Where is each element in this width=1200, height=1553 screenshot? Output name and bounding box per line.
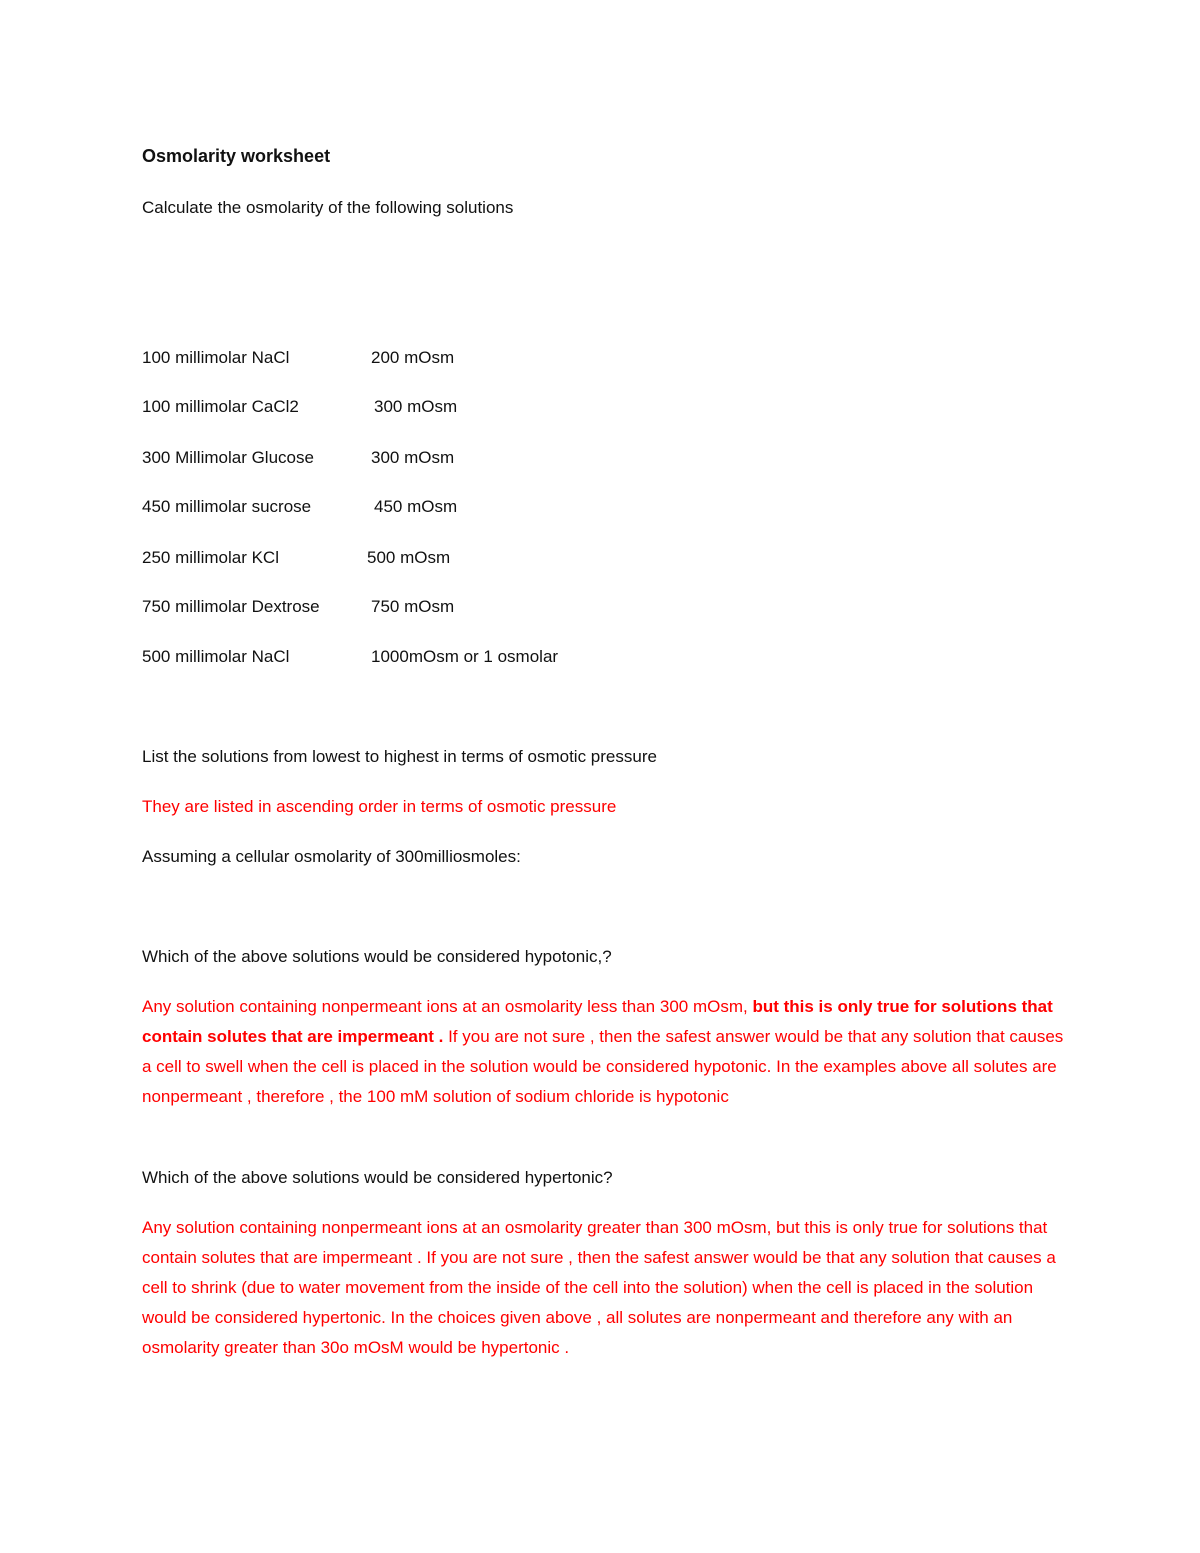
answer-hypotonic-intro: Any solution containing nonpermeant ions at an osmolarity less than 300 mOsm, (142, 997, 753, 1016)
solution-name: 300 Millimolar Glucose (142, 448, 314, 467)
solution-osmolarity: 450 mOsm (374, 497, 458, 516)
solution-name: 750 millimolar Dextrose (142, 597, 320, 616)
solution-name: 100 millimolar NaCl (142, 348, 290, 367)
assumption-text: Assuming a cellular osmolarity of 300milliosmoles: (142, 847, 521, 866)
question-hypertonic: Which of the above solutions would be considered hypertonic? (142, 1168, 613, 1187)
solution-osmolarity: 300 mOsm (371, 448, 455, 467)
solution-name: 450 millimolar sucrose (142, 497, 312, 516)
question-hypotonic: Which of the above solutions would be considered hypotonic,? (142, 947, 612, 966)
solution-name: 500 millimolar NaCl (142, 647, 290, 666)
answer-hypertonic: Any solution containing nonpermeant ions at an osmolarity greater than 300 mOsm, but this is only true for solutions that contain solutes that are impermeant . If you are not sure , then the safest answer would be that any solution that causes a cell to shrink (due to water movement from the inside of the cell into the solution) when the cell is placed in the solution would be considered hypertonic. In the choices given above , all solutes are nonpermeant and therefore any with an osmolarity greater than 30o mOsM would be hypertonic . (142, 1218, 1056, 1357)
solution-name: 100 millimolar CaCl2 (142, 397, 299, 416)
answer-hypotonic-emphasis: but this is only true for solutions that contain solutes that are impermeant . (142, 997, 1053, 1046)
page-title: Osmolarity worksheet (142, 146, 331, 166)
solution-osmolarity: 300 mOsm (374, 397, 458, 416)
solution-name: 250 millimolar KCl (142, 548, 279, 567)
answer-hypotonic-detail: If you are not sure , then the safest answer would be that any solution that causes a cell to swell when the cell is placed in the solution would be considered hypotonic. In the examples above all solutes are nonpermeant , therefore , the 100 mM solution of sodium chloride is hypotonic (142, 1027, 1064, 1106)
answer-list-order: They are listed in ascending order in terms of osmotic pressure (142, 797, 617, 816)
answer-hypotonic (142, 992, 1072, 1112)
solution-osmolarity: 500 mOsm (367, 548, 451, 567)
solution-osmolarity: 1000mOsm or 1 osmolar (371, 647, 559, 666)
instruction-text: Calculate the osmolarity of the following solutions (142, 198, 514, 217)
solution-osmolarity: 750 mOsm (371, 597, 455, 616)
question-list-order: List the solutions from lowest to highest in terms of osmotic pressure (142, 747, 657, 766)
solution-osmolarity: 200 mOsm (371, 348, 455, 367)
